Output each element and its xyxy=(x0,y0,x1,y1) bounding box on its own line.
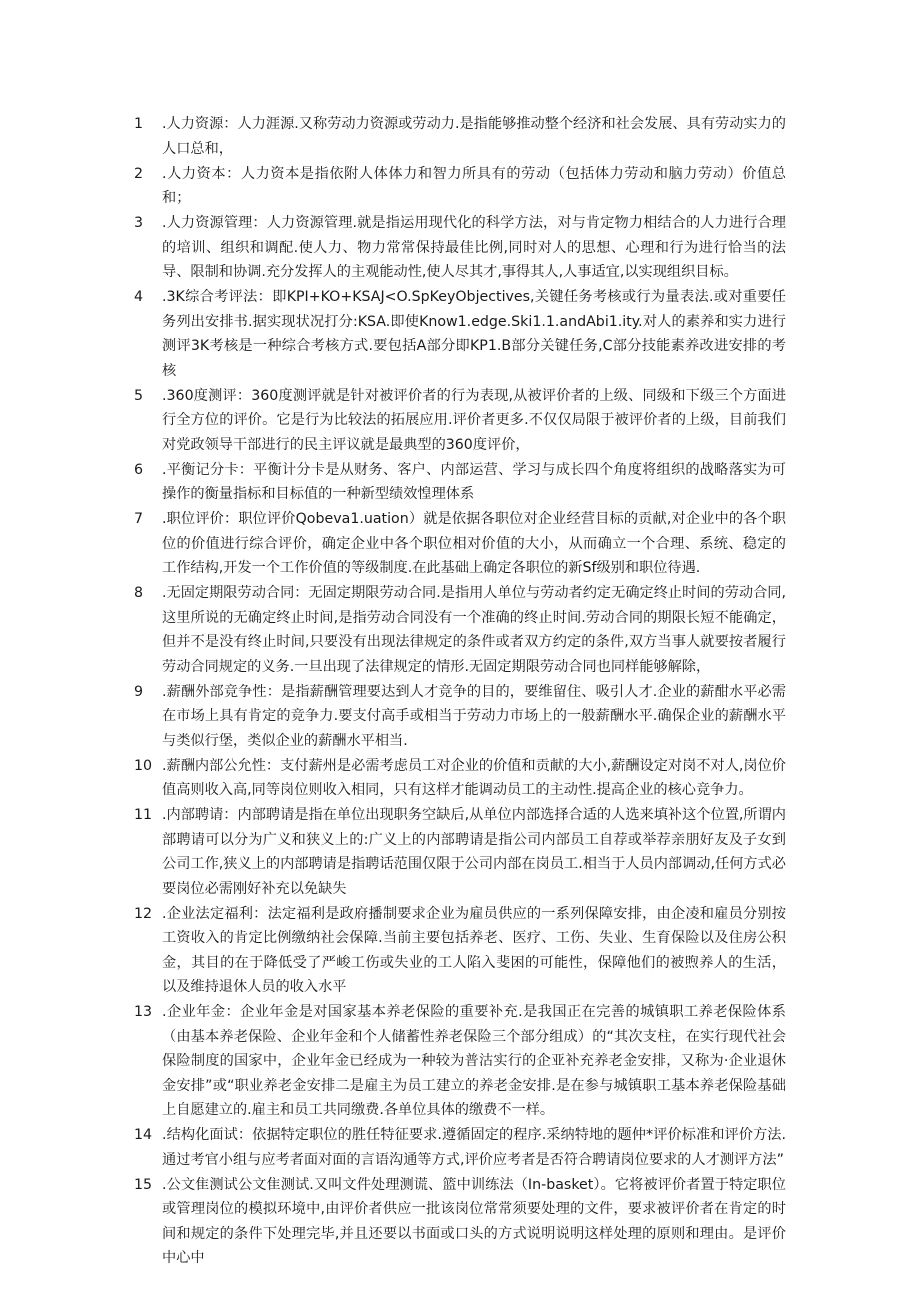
list-item xyxy=(136,285,786,383)
list-item xyxy=(136,384,786,458)
item-number: 3 xyxy=(134,215,144,231)
item-number: 4 xyxy=(134,289,144,305)
item-number: 12 xyxy=(134,905,153,922)
item-number: 15 xyxy=(134,1176,153,1193)
list-item xyxy=(136,507,786,581)
list-item xyxy=(136,1173,786,1271)
item-text: .薪酬外部竞争性：是指薪酬管理要达到人才竞争的目的，要维留住、吸引人才.企业的薪酣水平必需在市场上具有肯定的竞争力.要支付高手或相当于劳动力市场上的一般薪酬水平.确保企业的薪酬水平与类似行堡，类似企业的薪酬水平相当. xyxy=(162,683,786,749)
item-text: .职位评价：职位评价Qobeva1.uation）就是依据各职位对企业经营目标的贡献,对企业中的各个职位的价值进行综合评价，确定企业中各个职位相对价值的大小，从而确立一个合理、系统、稳定的工作结构,开发一个工作价值的等级制度.在此基础上确定各职位的新Sf级别和职位待遇. xyxy=(162,511,786,576)
item-text: .人力资本：人力资本是指依附人体体力和智力所具有的劳动（包括体力劳动和脑力劳动）价值总和； xyxy=(162,165,786,206)
item-text: .无固定期限劳动合同：无固定期限劳动合同.是指用人单位与劳动者约定无确定终止时间的劳动合同,这里所说的无确定终止时间,是指劳动合同没有一个准确的终止时间.劳动合同的期限长短不能确定，但并不是没有终止时间,只要没有出现法律规定的条件或者双方约定的条件,双方当事人就要按者履行劳动合同规定的义务.一旦出现了法律规定的情形.无固定期限劳动合同也同样能够解除， xyxy=(162,585,786,675)
item-text: .企业年金：企业年金是对国家基本养老保险的重要补充.是我国正在完善的城镇职工养老保险体系（由基本养老保险、企业年金和个人储蓄性养老保险三个部分组成）的“其次支柱，在实行现代社会保险制度的国家中，企业年金已经成为一种较为普沽实行的企亚补充养老金安排，又称为·企业退休金安排”或“职业养老金安排二是雇主为员工建立的养老金安排.是在参与城镇职工基本养老保险基础上自愿建立的.雇主和员工共同缴费.各单位具体的缴费不一样。 xyxy=(162,1004,786,1118)
item-number: 5 xyxy=(134,387,144,404)
item-text: .公文隹测试公文隹测试.又叫文件处理测谎、篮中训练法（In-basket）。它将被评价者置于特定职位或管理岗位的模拟环境中,由评价者供应一批该岗位常常须要处理的文件，要求被评价者在肯定的时间和规定的条件下处理完毕,并且还要以书面或口头的方式说明说明这样处理的原则和理由。是评价中心中 xyxy=(162,1176,786,1266)
item-number: 11 xyxy=(134,807,153,823)
list-item xyxy=(136,581,786,679)
item-text: .3K综合考评法：即KPI+KO+KSAJ<O.SpKeyObjectives,关键任务考核或行为量表法.或对重要任务列出安排书.据实现状况打分:KSA.即使Know1.edge.Ski1.1.andAbi1.ity.对人的素养和实力进行测评3K考核是一种综合考核方式.要包括A部分即KP1.B部分关键任务,C部分技能素养改进安排的考核 xyxy=(162,289,786,379)
item-number: 7 xyxy=(134,511,144,527)
item-text: .结构化面试：依据特定职位的胜任特征要求.遵循固定的程序.采纳特地的题仲*评价标准和评价方法.通过考官小组与应考者面对面的言语沟通等方式,评价应考者是否符合聘请岗位要求的人才测评方法” xyxy=(162,1127,786,1168)
item-text: .企业法定福利：法定福利是政府播制要求企业为雇员供应的一系列保障安排，由企凌和雇员分别按工资收入的肯定比例缴纳社会保障.当前主要包括养老、医疗、工伤、失业、生育保险以及住房公积金，其目的在于降低受了严峻工伤或失业的工人陷入斐困的可能性，保障他们的被煦养人的生活，以及维持退休人员的收入水平 xyxy=(162,905,786,995)
list-item xyxy=(136,211,786,285)
item-text: .人力资源：人力涯源.又称劳动力资源或劳动力.是指能够推动整个经济和社会发展、具有劳动实力的人口总和， xyxy=(162,116,786,157)
list-item xyxy=(136,680,786,754)
item-number: 9 xyxy=(134,683,144,700)
item-text: .360度测评：360度测评就是针对被评价者的行为表现,从被评价者的上级、同级和下级三个方面进行全方位的评价。它是行为比较法的拓展应用.评价者更多.不仅仅局限于被评价者的上级，目前我们对党政领导干部进行的民主评议就是最典型的360度评价， xyxy=(162,387,786,453)
list-item xyxy=(136,1000,786,1123)
item-number: 8 xyxy=(134,585,144,601)
list-item xyxy=(136,754,786,803)
list-item xyxy=(136,1123,786,1172)
list-item xyxy=(136,902,786,1000)
list-item xyxy=(136,803,786,901)
item-text: .人力资源管理：人力资源管理.就是指运用现代化的科学方法，对与肯定物力相结合的人力进行合理的培训、组织和调配.使人力、物力常常保持最佳比例,同时对人的思想、心理和行为进行恰当的法导、限制和协调.充分发挥人的主观能动性,使人尽其才,事得其人,人事适宜,以实现组织目标。 xyxy=(162,215,786,280)
item-number: 2 xyxy=(134,165,144,182)
item-number: 6 xyxy=(134,461,144,478)
list-item xyxy=(136,458,786,507)
item-number: 13 xyxy=(134,1004,153,1020)
item-number: 14 xyxy=(134,1127,153,1143)
list-item xyxy=(136,162,786,211)
item-text: .平衡记分卡：平衡计分卡是从财务、客户、内部运营、学习与成长四个角度将组织的战略落实为可操作的衡量指标和目标值的一种新型绩效惶理体系 xyxy=(162,461,786,502)
item-number: 1 xyxy=(134,116,144,132)
item-text: .薪酬内部公允性：支付薪州是必需考虑员工对企业的价值和贡献的大小,薪酬设定对岗不对人,岗位价值高则收入高,同等岗位则收入相同，只有这样才能调动员工的主动性.提高企业的核心竞争力。 xyxy=(162,757,786,798)
item-number: 10 xyxy=(134,757,153,774)
definition-list xyxy=(136,112,786,1271)
item-text: .内部聘请：内部聘请是指在单位出现职务空缺后,从单位内部选择合适的人选来填补这个位置,所谓内部聘请可以分为广义和狭义上的:广义上的内部聘请是指公司内部员工自荐或举荐亲朋好友及子女到公司工作,狭义上的内部聘请是指聘话范围仅限于公司内部在岗员工.相当于人员内部调动,任何方式必要岗位必需刚好补充以免缺失 xyxy=(162,807,786,897)
list-item xyxy=(136,112,786,161)
